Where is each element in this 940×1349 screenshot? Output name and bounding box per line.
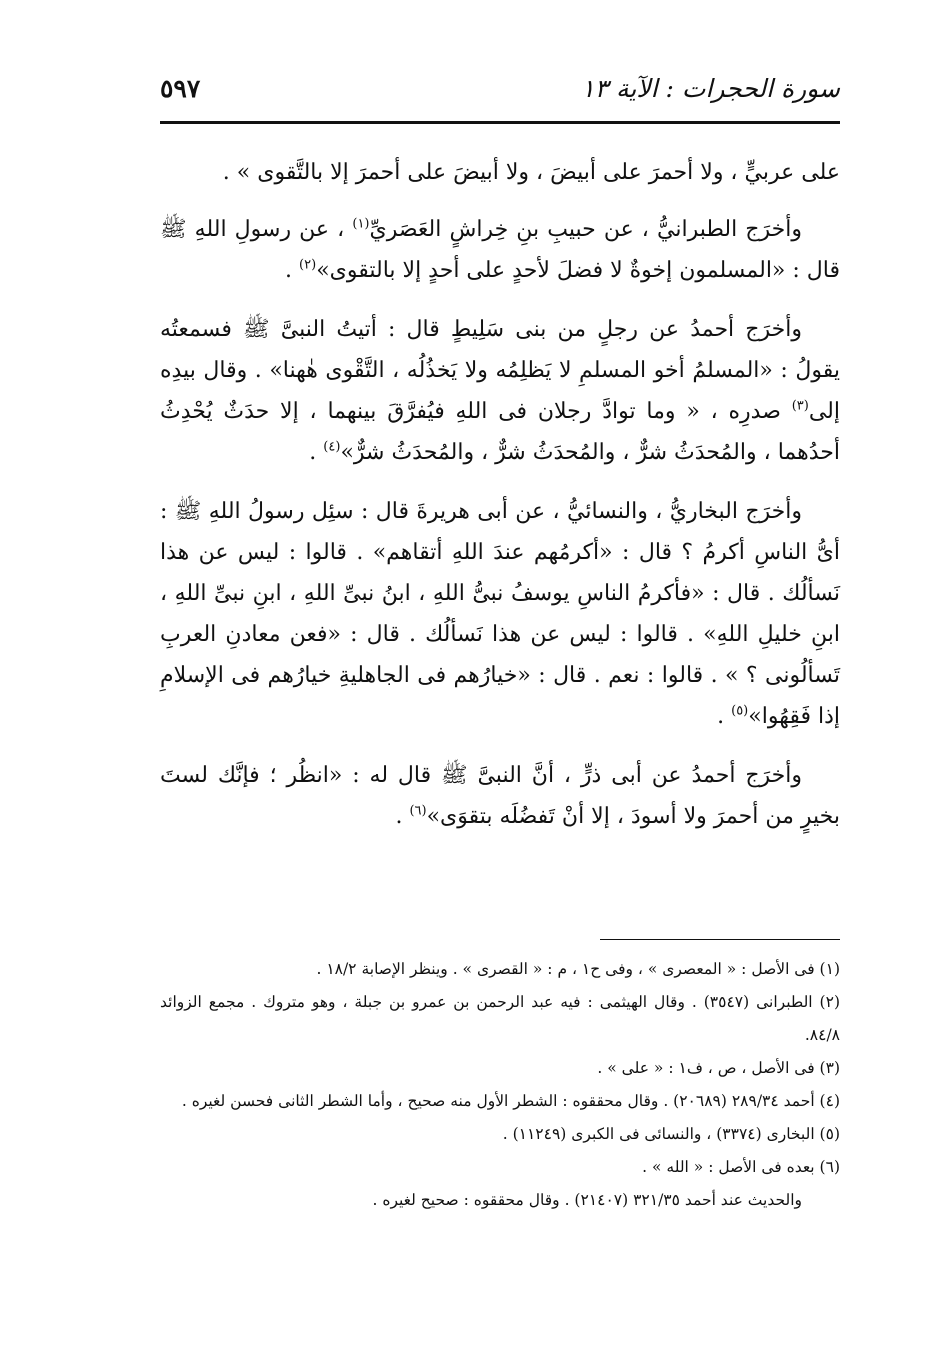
footnote: (٤) أحمد ٢٨٩/٣٤ (٢٠٦٨٩) . وقال محققوه : الشطر الأول منه صحيح ، وأما الشطر الثانى فحسن لغيره . (181, 1092, 840, 1110)
paragraph: وأخرَج أحمدُ عن رجلٍ من بنى سَلِيطٍ قال : أتيتُ النبىَّ ﷺ فسمعتُه يقولُ : «المسلمُ أخو المسلمِ لا يَظلِمُه ولا يَخذُلُه ، التَّقْوى هٰهنا» . وقال بيدِه إلى$^{(٣)}$ صدرِه ، « وما توادَّ رجلان فى اللهِ فيُفرَّقَ بينهما ، إلا حدَثٌ يُحْدِثُ أحدُهما ، والمُحدَثُ شرٌّ ، والمُحدَثُ شرٌّ ، والمُحدَثُ شرٌّ»$^{(٤)}$ . (160, 317, 840, 465)
footnote-continuation: والحديث عند أحمد ٣٢١/٣٥ (٢١٤٠٧) . وقال محققوه : صحيح لغيره . (372, 1191, 802, 1209)
footnote: (٢) الطبرانى (٣٥٤٧) . وقال الهيثمى : فيه عبد الرحمن بن عمرو بن جبلة ، وهو متروك . مجمع الزوائد ٨٤/٨. (160, 993, 840, 1044)
footnote: (١) فى الأصل : « المعصرى » ، وفى ح١ ، م : « القصرى » . وينظر الإصابة ١٨/٢ . (316, 960, 840, 978)
paragraph: وأخرَج أحمدُ عن أبى ذرٍّ ، أنَّ النبىَّ ﷺ قال له : «انظُر ؛ فإنَّك لستَ بخيرٍ من أحمرَ ولا أسودَ ، إلا أنْ تَفضُلَه بتقوَى»$^{(٦)}$ . (160, 763, 840, 829)
footnote-ref: (٣) (791, 398, 809, 414)
footnote-ref: (٢) (299, 257, 317, 273)
footnote-separator (600, 939, 840, 940)
footnote: (٥) البخارى (٣٣٧٤) ، والنسائى فى الكبرى (١١٢٤٩) . (502, 1125, 840, 1143)
paragraph: وأخرَج الطبرانيُّ ، عن حبيبِ بنِ خِراشٍ العَصَريِّ$^{(١)}$ ، عن رسولِ اللهِ ﷺ قال : «المسلمون إخوةٌ لا فضلَ لأحدٍ على أحدٍ إلا بالتقوى»$^{(٢)}$ . (160, 216, 840, 283)
running-title: سورة الحجرات : الآية ١٣ (581, 74, 840, 103)
footnotes (160, 953, 840, 1217)
footnote: (٣) فى الأصل ، ص ، ف١ : « على » . (597, 1059, 840, 1077)
header-rule (160, 121, 840, 124)
paragraph: وأخرَج البخاريُّ ، والنسائيُّ ، عن أبى هريرةَ قال : سئِل رسولُ اللهِ ﷺ : أىُّ الناسِ أكرمُ ؟ قال : «أكرمُهم عندَ اللهِ أتقاهم» . قالوا : ليس عن هذا نَسألُك . قال : «فأكرمُ الناسِ يوسفُ نبىُّ اللهِ ، ابنُ نبىِّ اللهِ ، ابنِ نبىِّ اللهِ ، ابنِ خليلِ اللهِ» . قالوا : ليس عن هذا نَسألُك . قال : «فعن معادنِ العربِ تَسألُونى ؟ » . قالوا : نعم . قال : «خيارُهم فى الجاهليةِ خيارُهم فى الإسلامِ إذا فَقِهُوا»$^{(٥)}$ . (160, 499, 840, 729)
footnote: (٦) بعده فى الأصل : « الله » . (642, 1158, 840, 1176)
footnote-ref: (٥) (731, 703, 749, 719)
page-number: ٥٩٧ (160, 74, 201, 103)
paragraph: على عربيٍّ ، ولا أحمرَ على أبيضَ ، ولا أبيضَ على أحمرَ إلا بالتَّقوى » . (222, 160, 840, 185)
footnote-ref: (١) (352, 216, 370, 232)
footnote-ref: (٤) (323, 439, 341, 455)
footnote-ref: (٦) (409, 803, 427, 819)
page-header (160, 70, 840, 116)
main-text (160, 152, 840, 855)
